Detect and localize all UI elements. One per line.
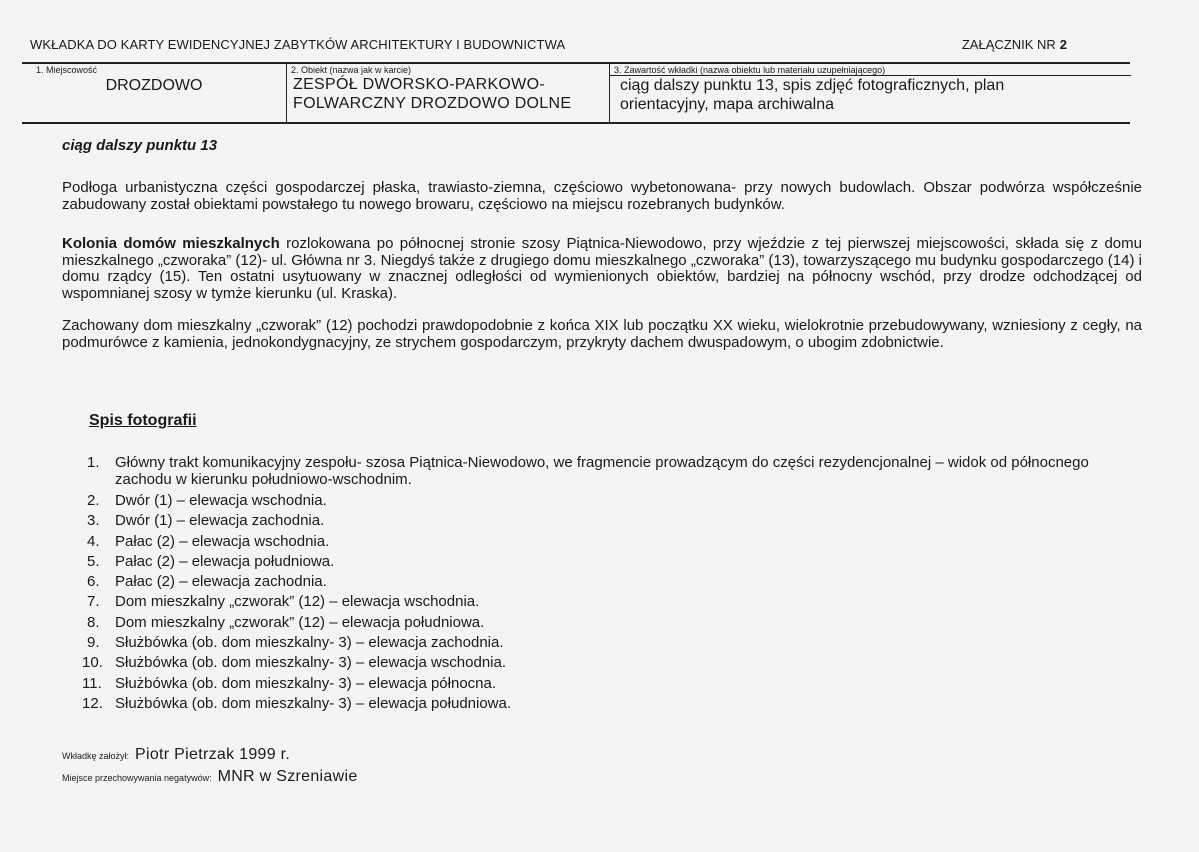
object-cell [286,64,609,122]
list-item [85,613,1145,633]
list-item-text: Pałac (2) – elewacja zachodnia. [115,573,327,591]
list-item [85,491,1145,511]
content-cell [609,64,1131,122]
author-line [62,746,290,764]
list-item [85,532,1145,552]
attachment-value: 2 [1059,37,1067,52]
attachment-label: ZAŁĄCZNIK NR [961,37,1056,52]
list-item-number: 3. [87,512,100,530]
content-label: 3. Zawartość wkładki (nazwa obiektu lub materiału uzupełniającego) [610,64,1131,76]
list-item-number: 6. [87,573,100,591]
list-item-text: Dwór (1) – elewacja wschodnia. [115,492,327,509]
list-item-text: Służbówka (ob. dom mieszkalny- 3) – elewacja północna. [115,674,497,692]
header-fields-table [22,62,1130,124]
object-value-line1: ZESPÓŁ DWORSKO-PARKOWO- [293,76,545,93]
locality-cell [22,64,286,122]
storage-value: MNR w Szreniawie [217,768,358,785]
list-item-text: Dwór (1) – elewacja zachodnia. [115,512,325,530]
content-value-line1: ciąg dalszy punktu 13, spis zdjęć fotograficznych, plan [620,77,1005,94]
list-item [85,454,1145,488]
list-item [85,511,1145,531]
list-item-number: 5. [87,552,100,570]
section-subheading: ciąg dalszy punktu 13 [62,137,218,154]
list-item-text: Służbówka (ob. dom mieszkalny- 3) – elewacja zachodnia. [115,634,504,652]
list-item [82,674,1145,694]
author-label: Wkładkę założył: [62,751,130,761]
list-item [82,653,1145,673]
photo-list-heading: Spis fotografii [89,412,197,429]
paragraph-residential-colony [62,236,1142,302]
list-item [82,694,1145,714]
list-item-text: Pałac (2) – elewacja wschodnia. [115,532,330,550]
list-item-number: 4. [87,532,100,550]
list-item-text: Pałac (2) – elewacja południowa. [115,552,335,570]
object-value-line2: FOLWARCZNY DROZDOWO DOLNE [293,95,572,112]
list-item [85,592,1145,612]
list-item-text: Dom mieszkalny „czworak” (12) – elewacja południowa. [115,613,485,631]
locality-value: DROZDOWO [105,77,203,94]
paragraph-czworak-house: Zachowany dom mieszkalny „czworak” (12) pochodzi prawdopodobnie z końca XIX lub początku XX wieku, wielokrotnie przebudowywany, wzniesiony z cegły, na podmurówce z kamienia, jednokondygnacyjny, ze strychem gospodarczym, przykryty dachem dwuspadowym, o ubogim zdobnictwie. [62,317,1142,351]
list-item-number: 1. [87,454,100,471]
list-item-number: 12. [82,694,103,712]
list-item-number: 2. [87,492,100,509]
list-item-text: Główny trakt komunikacyjny zespołu- szosa Piątnica-Niewodowo, we fragmencie prowadzącym do części rezydencjonalnej – widok od północnego zachodu w kierunku południowo-wschodnim. [115,454,1089,488]
document-title: WKŁADKA DO KARTY EWIDENCYJNEJ ZABYTKÓW ARCHITEKTURY I BUDOWNICTWA [30,37,566,52]
list-item-text: Służbówka (ob. dom mieszkalny- 3) – elewacja południowa. [115,694,512,712]
list-item [85,552,1145,572]
object-label: 2. Obiekt (nazwa jak w karcie) [291,65,412,75]
list-item-number: 10. [82,654,103,672]
photo-list [82,454,1145,714]
paragraph-colony-bold: Kolonia domów mieszkalnych [62,235,280,252]
list-item-text: Służbówka (ob. dom mieszkalny- 3) – elewacja wschodnia. [115,654,507,672]
storage-label: Miejsce przechowywania negatywów: [62,773,212,783]
author-value: Piotr Pietrzak 1999 r. [135,746,291,763]
list-item [85,572,1145,592]
list-item-number: 11. [82,674,102,692]
storage-line [62,768,358,786]
locality-label: 1. Miejscowość [36,65,98,75]
content-value-line2: orientacyjny, mapa archiwalna [620,96,835,113]
list-item-text: Dom mieszkalny „czworak” (12) – elewacja wschodnia. [115,593,480,611]
paragraph-urban-floor: Podłoga urbanistyczna części gospodarczej płaska, trawiasto-ziemna, częściowo wybetonowana- przy nowych budowlach. Obszar podwórza współcześnie zabudowany został obiektami powstałego tu nowego browaru, częściowo na miejscu rozebranych budynków. [62,179,1142,213]
attachment-number [962,37,1067,52]
list-item-number: 8. [87,613,100,631]
list-item [85,633,1145,653]
list-item-number: 9. [87,634,100,652]
paragraph-colony-text: rozlokowana po północnej stronie szosy Piątnica-Niewodowo, przy wjeździe z tej pierwszej miejscowości, składa się z domu mieszkalnego „czworaka” (12)- ul. Główna nr 3. Niegdyś także z drugiego domu mieszkalnego „czworaka” (13), towarzyszącego mu budynku gospodarczego (14) i domu rządcy (15). Ten ostatni usytuowany w znacznej odległości od wymienionych obiektów, bardziej na północny wschód, przy drodze odchodzącej od wspomnianej szosy w tymże kierunku (ul. Kraska). [62,235,1142,302]
list-item-number: 7. [87,593,100,611]
